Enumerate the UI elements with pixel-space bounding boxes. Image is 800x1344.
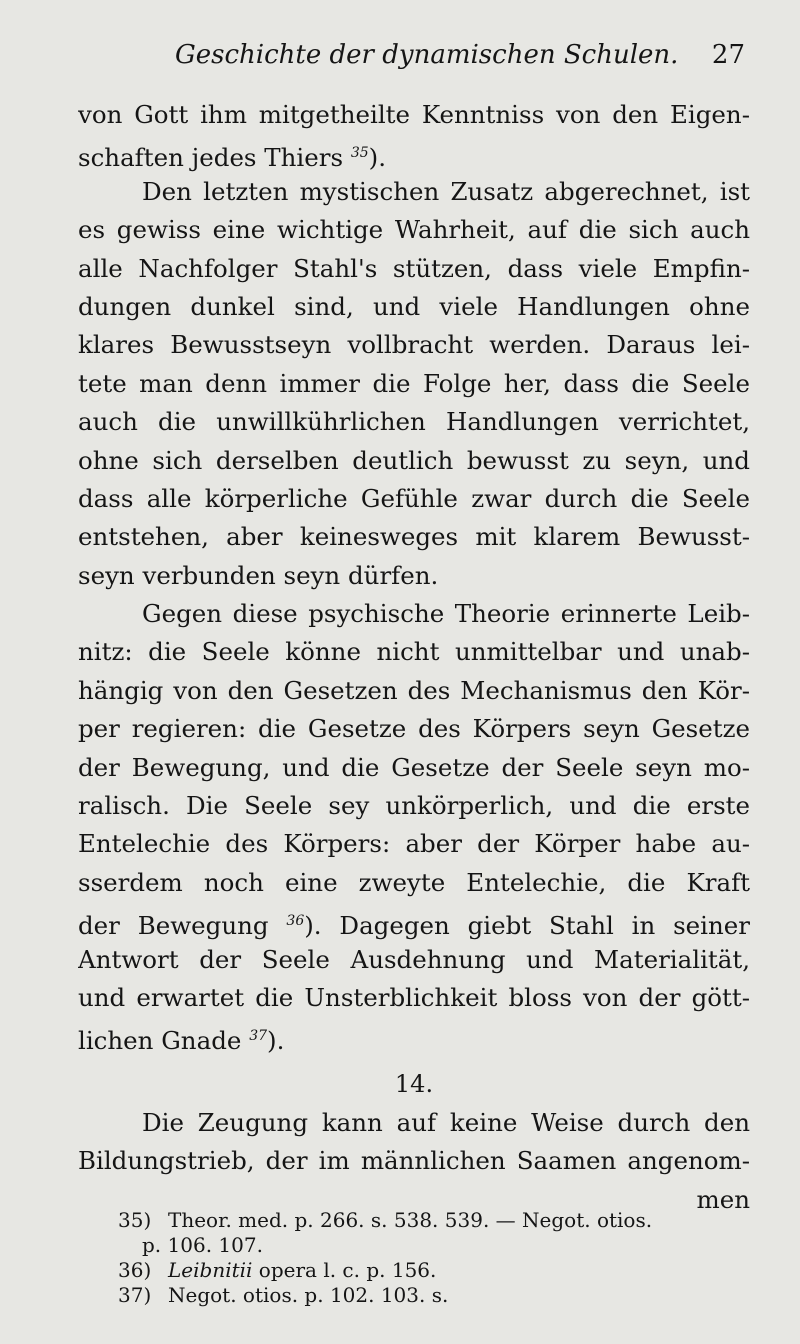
- running-title: Geschichte der dynamischen Schulen.: [175, 40, 679, 70]
- text-line: der Bewegung $^{36}$). Dagegen giebt Stahl in seiner: [78, 911, 750, 941]
- text-line: Bildungstrieb, der im männlichen Saamen angenom-: [78, 1146, 750, 1176]
- text-line: per regieren: die Gesetze des Körpers seyn Gesetze: [78, 714, 750, 744]
- text-line: tete man denn immer die Folge her, dass die Seele: [78, 368, 750, 398]
- footnote-ref: 37: [249, 1028, 268, 1045]
- text-line: sserdem noch eine zweyte Entelechie, die Kraft: [78, 867, 750, 897]
- text-line: der Bewegung, und die Gesetze der Seele seyn mo-: [78, 752, 750, 782]
- text-line: Entelechie des Körpers: aber der Körper habe au-: [78, 829, 750, 859]
- catchword: men: [696, 1184, 750, 1214]
- text-line: Gegen diese psychische Theorie erinnerte Leib-: [142, 599, 750, 629]
- text-line: entstehen, aber keinesweges mit klarem Bewusst-: [78, 522, 750, 552]
- text-line: Den letzten mystischen Zusatz abgerechnet, ist: [142, 176, 750, 206]
- text-line: dungen dunkel sind, und viele Handlungen ohne: [78, 291, 750, 321]
- text-line: schaften jedes Thiers $^{35}$).: [78, 143, 387, 173]
- text-line: dass alle körperliche Gefühle zwar durch die Seele: [78, 483, 750, 513]
- text-line: lichen Gnade $^{37}$).: [78, 1026, 285, 1056]
- text-line: es gewiss eine wichtige Wahrheit, auf die sich auch: [78, 215, 750, 245]
- text-line: von Gott ihm mitgetheilte Kenntniss von den Eigen-: [78, 100, 750, 129]
- footnote-continuation: p. 106. 107.: [142, 1233, 263, 1257]
- running-header: [175, 40, 745, 76]
- text-line: Die Zeugung kann auf keine Weise durch den: [142, 1107, 750, 1137]
- text-line: nitz: die Seele könne nicht unmittelbar und unab-: [78, 637, 750, 667]
- text-line: ohne sich derselben deutlich bewusst zu seyn, und: [78, 445, 750, 475]
- footnote: 36) Leibnitii opera l. c. p. 156.: [118, 1258, 437, 1282]
- footnote-ref: 36: [286, 913, 305, 930]
- text-line: ralisch. Die Seele sey unkörperlich, und die erste: [78, 791, 750, 821]
- text-line: seyn verbunden seyn dürfen.: [78, 560, 439, 590]
- footnotes: [118, 1208, 758, 1308]
- footnote-ref: 35: [350, 145, 369, 162]
- text-line: Antwort der Seele Ausdehnung und Materialität,: [78, 944, 750, 974]
- text-line: klares Bewusstseyn vollbracht werden. Daraus lei-: [78, 330, 750, 360]
- text-line: und erwartet die Unsterblichkeit bloss von der gött-: [78, 982, 750, 1012]
- footnote: 37) Negot. otios. p. 102. 103. s.: [118, 1283, 449, 1307]
- main-text: [78, 96, 750, 1219]
- text-line: alle Nachfolger Stahl's stützen, dass viele Empfin-: [78, 253, 750, 283]
- text-line: auch die unwillkührlichen Handlungen verrichtet,: [78, 407, 750, 437]
- text-line: hängig von den Gesetzen des Mechanismus den Kör-: [78, 675, 750, 705]
- page-number: 27: [711, 40, 745, 70]
- footnote: 35) Theor. med. p. 266. s. 538. 539. — Negot. otios.: [118, 1208, 653, 1232]
- section-number: 14.: [394, 1069, 434, 1098]
